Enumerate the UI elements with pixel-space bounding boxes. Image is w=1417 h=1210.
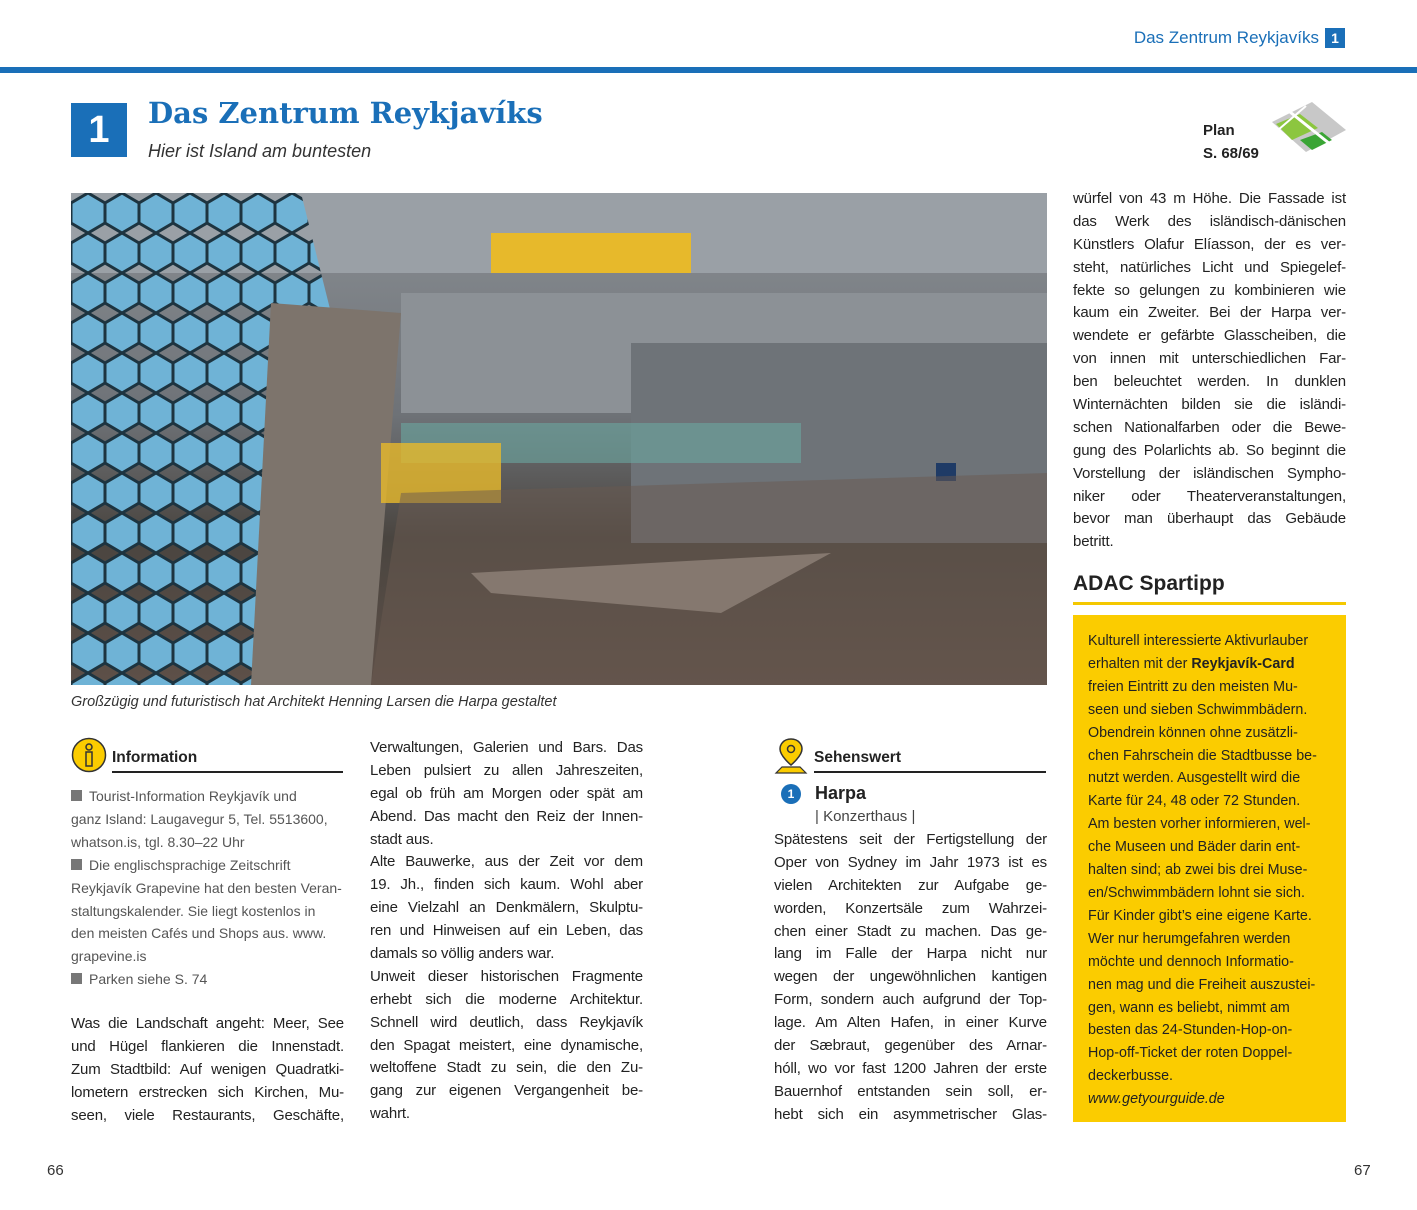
text-line: Abend. Das macht den Reiz der Innen- [370, 807, 643, 825]
header-rule [0, 67, 1417, 73]
text-line: der Sæbraut, gegenüber des Arnar- [774, 1037, 1047, 1055]
plan-label: Plan [1203, 122, 1235, 139]
text-line: Schnell wird deutlich, dass Reykjavík [370, 1013, 643, 1031]
text-line: erhebt sich die moderne Architektur. [370, 990, 643, 1008]
spartipp-line: nutzt werden. Ausgestellt wird die [1088, 770, 1301, 787]
info-line [71, 922, 351, 945]
spartipp-line: seen und sieben Schwimmbädern. [1088, 701, 1308, 718]
text-line: und Hügel flankieren die Innenstadt. [71, 1037, 344, 1055]
text-line: lage. Am Alten Hafen, in einer Kurve [774, 1014, 1047, 1032]
page-number-right: 67 [1354, 1162, 1371, 1179]
text-line: kaum ein Zweiter. Bei der Harpa ver- [1073, 304, 1346, 322]
info-text: Parken siehe S. 74 [89, 971, 208, 988]
spartipp-line: Kulturell interessierte Aktivurlauber [1088, 633, 1309, 649]
text-line: Was die Landschaft angeht: Meer, See [71, 1015, 344, 1032]
text-line: weltoffene Stadt zu sein, die den Zu- [370, 1059, 643, 1077]
text-line: gang zur eigenen Vergangenheit be- [370, 1082, 643, 1100]
spartipp-line: gen, wann es beliebt, nimmt am [1088, 999, 1290, 1016]
page-title: Das Zentrum Reykjavíks [148, 96, 543, 130]
text-line: ren und Hinweisen auf ein Leben, das [370, 922, 643, 940]
info-text: grapevine.is [71, 948, 147, 965]
text-line: hóll, wo vor fast 1200 Jahren der erste [774, 1059, 1047, 1077]
spartipp-link[interactable]: www.getyourguide.de [1088, 1091, 1225, 1108]
text-line: Spätestens seit der Fertigstellung der [774, 831, 1047, 848]
running-header [1134, 28, 1345, 48]
reykjavik-card-label: Reykjavík-Card [1191, 655, 1295, 672]
text-line: damals so völlig anders war. [370, 945, 555, 963]
text-line: wahrt. [370, 1105, 410, 1123]
sight-number-badge: 1 [781, 784, 801, 804]
body-column-3 [774, 829, 1047, 1127]
text-line: seen, viele Restaurants, Geschäfte, [71, 1106, 344, 1124]
text-line: würfel von 43 m Höhe. Die Fassade ist [1073, 190, 1346, 207]
info-line [71, 968, 351, 991]
information-list [71, 785, 351, 991]
sight-type: | Konzerthaus | [815, 808, 916, 825]
info-line [71, 877, 351, 900]
spartipp-box [1073, 615, 1346, 1122]
plan-pages: S. 68/69 [1203, 145, 1259, 162]
spartipp-line: deckerbusse. [1088, 1068, 1174, 1085]
text-line: Form, sondern auch aufgrund der Top- [774, 991, 1047, 1009]
text-line: von innen mit unterschiedlichen Far- [1073, 350, 1346, 368]
spartipp-line: nen mag und die Freiheit auszustei- [1088, 976, 1316, 993]
text-line: worden, Konzertsäle zum Wahrzei- [774, 899, 1047, 917]
bullet-square-icon [71, 973, 82, 984]
info-text: Reykjavík Grapevine hat den besten Veran- [71, 879, 342, 896]
text-line: schen Nationalfarben oder die Bewe- [1073, 418, 1346, 436]
bullet-square-icon [71, 859, 82, 870]
info-line [71, 808, 351, 831]
info-line [71, 945, 351, 968]
text-line: Zum Stadtbild: Auf wenigen Quadratki- [71, 1060, 344, 1078]
info-text: den meisten Cafés und Shops aus. www. [71, 925, 327, 942]
chapter-number: 1 [71, 103, 127, 157]
spartipp-line: en/Schwimmbädern lohnt sie sich. [1088, 884, 1305, 901]
spartipp-line: Wer nur herumgefahren werden [1088, 930, 1291, 947]
spartipp-line: besten das 24-Stunden-Hop-on- [1088, 1022, 1293, 1039]
spartipp-line: Hop-off-Ticket der roten Doppel- [1088, 1045, 1293, 1062]
text-line: Künstlers Olafur Elíasson, der es ver- [1073, 235, 1346, 253]
text-line: Leben pulsiert zu allen Jahreszeiten, [370, 761, 643, 779]
spartipp-heading: ADAC Spartipp [1073, 572, 1346, 605]
text-line: betritt. [1073, 533, 1114, 551]
text-line: vielen Architekten zur Aufgabe ge- [774, 876, 1047, 894]
map-icon [1270, 100, 1348, 156]
info-line [71, 854, 351, 877]
information-heading: Information [112, 743, 343, 773]
text-line: eine Vielzahl an Denkmälern, Skulptu- [370, 899, 643, 917]
text-line: niker oder Theaterveranstaltungen, [1073, 487, 1346, 505]
spartipp-line: Karte für 24, 48 oder 72 Stunden. [1088, 793, 1301, 810]
spartipp-line: Am besten vorher informieren, wel- [1088, 816, 1311, 833]
text-line: bevor man überhaupt das Gebäude [1073, 510, 1346, 528]
text-line: 19. Jh., finden sich kaum. Wohl aber [370, 876, 643, 894]
body-column-4 [1073, 188, 1346, 554]
text-line: wendete er gefärbte Glasscheiben, die [1073, 327, 1346, 345]
text-line: das Werk des isländisch-dänischen [1073, 212, 1346, 230]
spartipp-line: halten sind; ab zwei bis drei Muse- [1088, 862, 1308, 879]
page-number-left: 66 [47, 1162, 64, 1179]
info-line [71, 785, 351, 808]
text-line: fekte so gelungen zu kombinieren wie [1073, 281, 1346, 299]
info-text: staltungskalender. Sie liegt kostenlos in [71, 902, 316, 919]
spartipp-line: chen Fahrschein die Stadtbusse be- [1088, 747, 1317, 764]
spartipp-line: che Museen und Bäder darin ent- [1088, 839, 1301, 856]
info-line [71, 831, 351, 854]
text-line: Vorstellung der isländischen Sympho- [1073, 464, 1346, 482]
text-line: hebt sich ein asymmetrischer Glas- [774, 1105, 1047, 1123]
text-line: Alte Bauwerke, aus der Zeit vor dem [370, 853, 643, 871]
info-line [71, 900, 351, 923]
text-line: steht, natürliches Licht und Spiegelef- [1073, 258, 1346, 276]
text-line: Unweit dieser historischen Fragmente [370, 967, 643, 985]
info-text: Die englischsprachige Zeitschrift [89, 856, 291, 873]
body-column-2 [370, 737, 643, 1126]
text-line: Oper von Sydney im Jahr 1973 ist es [774, 853, 1047, 871]
spartipp-line [1088, 653, 1346, 676]
text-line: gung des Polarlichts ab. So beginnt die [1073, 441, 1346, 459]
text-line: wegen der ungewöhnlichen kantigen [774, 968, 1047, 986]
running-chapter-number: 1 [1325, 28, 1345, 48]
photo-caption: Großzügig und futuristisch hat Architekt Henning Larsen die Harpa gestaltet [71, 694, 557, 710]
info-text: Tourist-Information Reykjavík und [89, 788, 297, 804]
info-text: whatson.is, tgl. 8.30–22 Uhr [71, 833, 245, 850]
text-line: lang im Falle der Harpa nicht nur [774, 945, 1047, 963]
plan-reference [1203, 119, 1259, 165]
spartipp-line: Für Kinder gibt’s eine eigene Karte. [1088, 907, 1312, 924]
bullet-square-icon [71, 790, 82, 801]
info-text: ganz Island: Laugavegur 5, Tel. 5513600, [71, 810, 328, 827]
text-line: den Spagat meistert, eine dynamische, [370, 1036, 643, 1054]
spartipp-line: Obendrein können ohne zusätzli- [1088, 724, 1298, 741]
body-column-1 [71, 1013, 344, 1127]
info-icon [71, 737, 107, 773]
sehenswert-heading: Sehenswert [814, 743, 1046, 773]
spartipp-line: freien Eintritt zu den meisten Mu- [1088, 678, 1298, 695]
spartipp-text: erhalten mit der [1088, 655, 1192, 672]
spartipp-line: möchte und dennoch Informatio- [1088, 953, 1294, 970]
text-line: Verwaltungen, Galerien und Bars. Das [370, 739, 643, 756]
sight-name: Harpa [815, 783, 867, 803]
text-line: chen einer Stadt zu machen. Das ge- [774, 922, 1047, 940]
page-subtitle: Hier ist Island am buntesten [148, 141, 372, 161]
text-line: Winternächten bilden sie die isländi- [1073, 396, 1346, 414]
text-line: ben beleuchtet werden. In dunklen [1073, 373, 1346, 391]
spartipp-lines [1088, 676, 1346, 1088]
text-line: Bauernhof entstanden sein soll, er- [774, 1082, 1047, 1100]
harpa-photo [71, 193, 1047, 685]
text-line: lometern erstrecken sich Kirchen, Mu- [71, 1083, 344, 1101]
text-line: egal ob früh am Morgen oder spät am [370, 784, 643, 802]
running-title: Das Zentrum Reykjavíks [1133, 28, 1319, 47]
location-pin-icon [774, 737, 808, 775]
text-line: stadt aus. [370, 830, 434, 848]
